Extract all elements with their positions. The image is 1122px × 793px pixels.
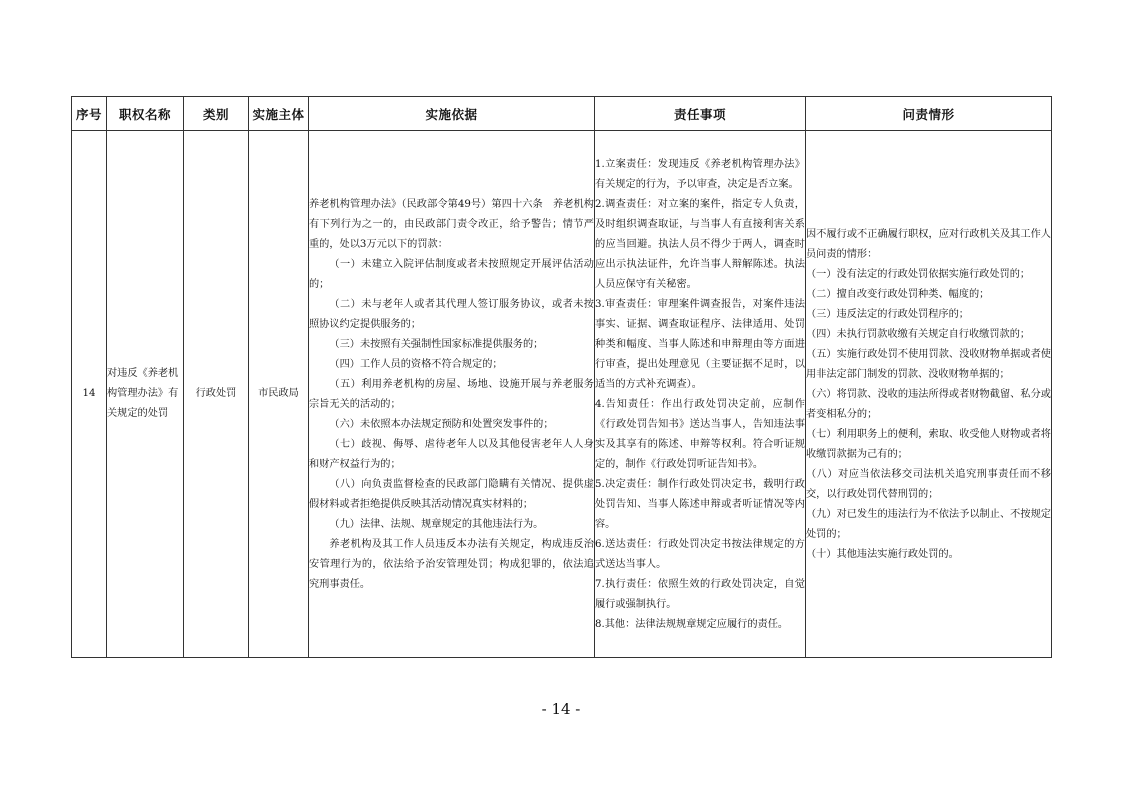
cell-name: 对违反《养老机构管理办法》有关规定的处罚 — [107, 131, 184, 658]
header-seq: 序号 — [72, 97, 107, 131]
accountability-item: （十）其他违法实施行政处罚的。 — [806, 549, 959, 560]
accountability-item: （五）实施行政处罚不使用罚款、没收财物单据或者使用非法定部门制发的罚款、没收财物单据的； — [806, 349, 1051, 380]
accountability-item: （三）违反法定的行政处罚程序的； — [806, 309, 969, 320]
cell-category: 行政处罚 — [184, 131, 249, 658]
basis-paragraph: （八）向负责监督检查的民政部门隐瞒有关情况、提供虚假材料或者拒绝提供反映其活动情况真实材料的； — [309, 479, 594, 510]
basis-paragraph: （四）工作人员的资格不符合规定的； — [329, 359, 503, 370]
table-row — [72, 131, 1052, 658]
accountability-item: 因不履行或不正确履行职权，应对行政机关及其工作人员问责的情形： — [806, 229, 1051, 260]
accountability-item: （一）没有法定的行政处罚依据实施行政处罚的； — [806, 269, 1031, 280]
page-number: - 14 - — [541, 700, 581, 718]
header-basis: 实施依据 — [309, 97, 595, 131]
basis-paragraph: 养老机构管理办法》（民政部令第49号）第四十六条 养老机构有下列行为之一的，由民政部门责令改正，给予警告；情节严重的，处以3万元以下的罚款： — [309, 199, 594, 250]
accountability-item: （九）对已发生的违法行为不依法予以制止、不按规定处罚的； — [806, 509, 1051, 540]
responsibility-item: 6.送达责任：行政处罚决定书按法律规定的方式送达当事人。 — [595, 539, 805, 570]
basis-paragraph: （五）利用养老机构的房屋、场地、设施开展与养老服务宗旨无关的活动的； — [309, 379, 594, 410]
header-row — [72, 97, 1052, 131]
responsibility-item: 8.其他：法律法规规章规定应履行的责任。 — [595, 619, 789, 630]
basis-paragraph: （七）歧视、侮辱、虐待老年人以及其他侵害老年人人身和财产权益行为的； — [309, 439, 594, 470]
header-category: 类别 — [184, 97, 249, 131]
header-responsibilities: 责任事项 — [595, 97, 806, 131]
cell-subject: 市民政局 — [249, 131, 309, 658]
accountability-item: （二）擅自改变行政处罚种类、幅度的； — [806, 289, 990, 300]
cell-seq: 14 — [72, 131, 107, 658]
responsibility-item: 5.决定责任：制作行政处罚决定书，载明行政处罚告知、当事人陈述申辩或者听证情况等内容。 — [595, 479, 805, 530]
cell-responsibilities — [595, 131, 806, 658]
accountability-item: （六）将罚款、没收的违法所得或者财物截留、私分或者变相私分的； — [806, 389, 1051, 420]
power-list-table — [71, 96, 1052, 658]
responsibility-item: 4.告知责任：作出行政处罚决定前，应制作《行政处罚告知书》送达当事人，告知违法事实及其享有的陈述、申辩等权利。符合听证规定的，制作《行政处罚听证告知书》。 — [595, 399, 805, 470]
cell-accountability — [806, 131, 1052, 658]
cell-basis — [309, 131, 595, 658]
accountability-item: （八）对应当依法移交司法机关追究刑事责任而不移交，以行政处罚代替刑罚的； — [806, 469, 1051, 500]
header-accountability: 问责情形 — [806, 97, 1052, 131]
basis-paragraph: （二）未与老年人或者其代理人签订服务协议，或者未按照协议约定提供服务的； — [309, 299, 594, 330]
header-subject: 实施主体 — [249, 97, 309, 131]
basis-paragraph: （六）未依照本办法规定预防和处置突发事件的； — [329, 419, 554, 430]
header-name: 职权名称 — [107, 97, 184, 131]
basis-paragraph: （一）未建立入院评估制度或者未按照规定开展评估活动的； — [309, 259, 594, 290]
basis-paragraph: （三）未按照有关强制性国家标准提供服务的； — [329, 339, 544, 350]
basis-paragraph: （九）法律、法规、规章规定的其他违法行为。 — [329, 519, 544, 530]
basis-paragraph: 养老机构及其工作人员违反本办法有关规定，构成违反治安管理行为的，依法给予治安管理处罚；构成犯罪的，依法追究刑事责任。 — [309, 539, 594, 590]
accountability-item: （七）利用职务上的便利，索取、收受他人财物或者将收缴罚款据为己有的； — [806, 429, 1051, 460]
responsibility-item: 2.调查责任：对立案的案件，指定专人负责，及时组织调查取证，与当事人有直接利害关系的应当回避。执法人员不得少于两人，调查时应出示执法证件，允许当事人辩解陈述。执法人员应保守有关秘密。 — [595, 199, 805, 290]
responsibility-item: 7.执行责任：依照生效的行政处罚决定，自觉履行或强制执行。 — [595, 579, 805, 610]
responsibility-item: 3.审查责任：审理案件调查报告，对案件违法事实、证据、调查取证程序、法律适用、处罚种类和幅度、当事人陈述和申辩理由等方面进行审查，提出处理意见（主要证据不足时，以适当的方式补充调查）。 — [595, 299, 805, 390]
accountability-item: （四）未执行罚款收缴有关规定自行收缴罚款的； — [806, 329, 1031, 340]
responsibility-item: 1.立案责任：发现违反《养老机构管理办法》有关规定的行为，予以审查，决定是否立案。 — [595, 159, 805, 190]
